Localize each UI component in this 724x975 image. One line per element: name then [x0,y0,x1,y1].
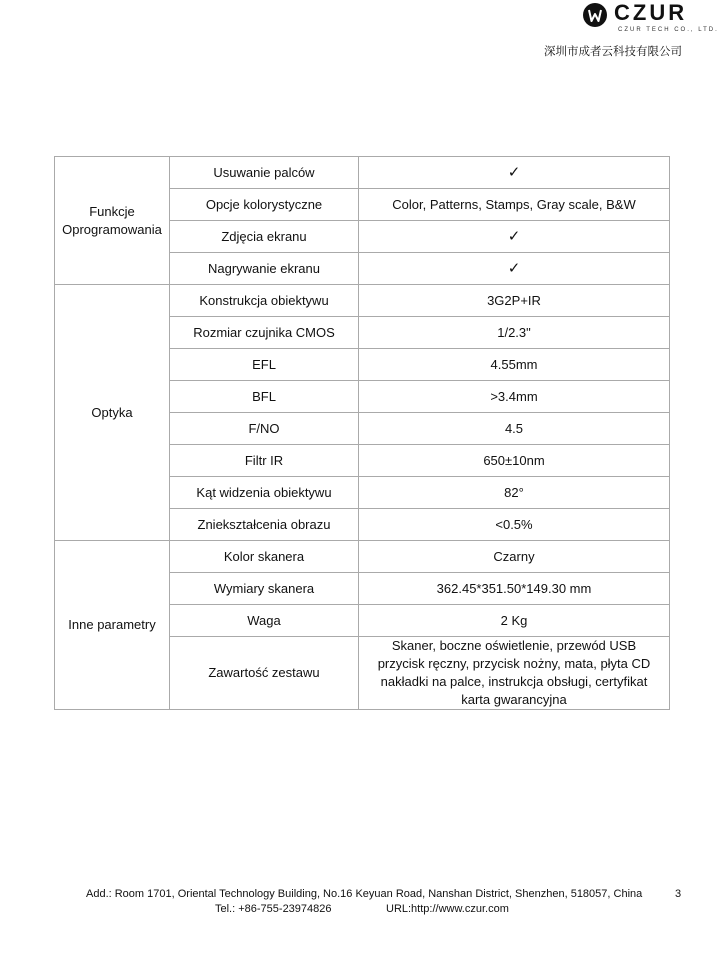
category-cell [55,285,170,541]
value-cell [359,637,670,710]
kit-contents-line: karta gwarancyjna [461,692,567,707]
table-row [55,157,670,189]
checkmark-icon: ✓ [359,157,670,189]
value-cell: 2 Kg [359,605,670,637]
value-cell: 1/2.3" [359,317,670,349]
value-cell: 4.55mm [359,349,670,381]
logo-wordmark: CZUR [614,0,688,25]
feature-cell: Zawartość zestawu [170,637,359,710]
category-label-line: Optyka [91,404,133,420]
table-row [55,285,670,317]
feature-cell: Nagrywanie ekranu [170,253,359,285]
feature-cell: Rozmiar czujnika CMOS [170,317,359,349]
feature-cell: Kąt widzenia obiektywu [170,477,359,509]
value-cell: 3G2P+IR [359,285,670,317]
kit-contents-line: przycisk ręczny, przycisk nożny, mata, płyta CD [377,656,651,671]
feature-cell: Kolor skanera [170,541,359,573]
company-name-chinese: 深圳市成者云科技有限公司 [544,46,682,58]
value-cell: 362.45*351.50*149.30 mm [359,573,670,605]
table-row [55,541,670,573]
footer-telephone: Tel.: +86-755-23974826 [215,903,332,915]
page-number: 3 [675,888,682,900]
feature-cell: Usuwanie palców [170,157,359,189]
category-label-line: Oprogramowania [62,221,162,237]
category-cell [55,157,170,285]
footer-url[interactable]: URL:http://www.czur.com [386,903,509,915]
value-cell: >3.4mm [359,381,670,413]
czur-logo [582,0,719,36]
value-cell: 650±10nm [359,445,670,477]
kit-contents-line: nakładki na palce, instrukcja obsługi, certyfikat [380,674,648,689]
feature-cell: Zniekształcenia obrazu [170,509,359,541]
checkmark-icon: ✓ [359,221,670,253]
feature-cell: Filtr IR [170,445,359,477]
footer-address: Add.: Room 1701, Oriental Technology Building, No.16 Keyuan Road, Nanshan District, Shenzhen, 518057, China [86,888,643,900]
specifications-table [54,156,670,710]
feature-cell: Konstrukcja obiektywu [170,285,359,317]
category-label-line: Funkcje [89,203,135,219]
feature-cell: BFL [170,381,359,413]
feature-cell: Wymiary skanera [170,573,359,605]
value-cell: <0.5% [359,509,670,541]
feature-cell: Waga [170,605,359,637]
czur-logo-icon [582,2,608,28]
checkmark-icon: ✓ [359,253,670,285]
category-label-line: Inne parametry [68,617,156,632]
value-cell: 82° [359,477,670,509]
feature-cell: EFL [170,349,359,381]
value-cell: 4.5 [359,413,670,445]
feature-cell: Zdjęcia ekranu [170,221,359,253]
value-cell: Czarny [359,541,670,573]
logo-subtext: CZUR TECH CO., LTD. [618,27,719,33]
feature-cell: F/NO [170,413,359,445]
category-cell [55,541,170,710]
kit-contents-line: Skaner, boczne oświetlenie, przewód USB [391,638,637,653]
value-cell: Color, Patterns, Stamps, Gray scale, B&W [359,189,670,221]
feature-cell: Opcje kolorystyczne [170,189,359,221]
